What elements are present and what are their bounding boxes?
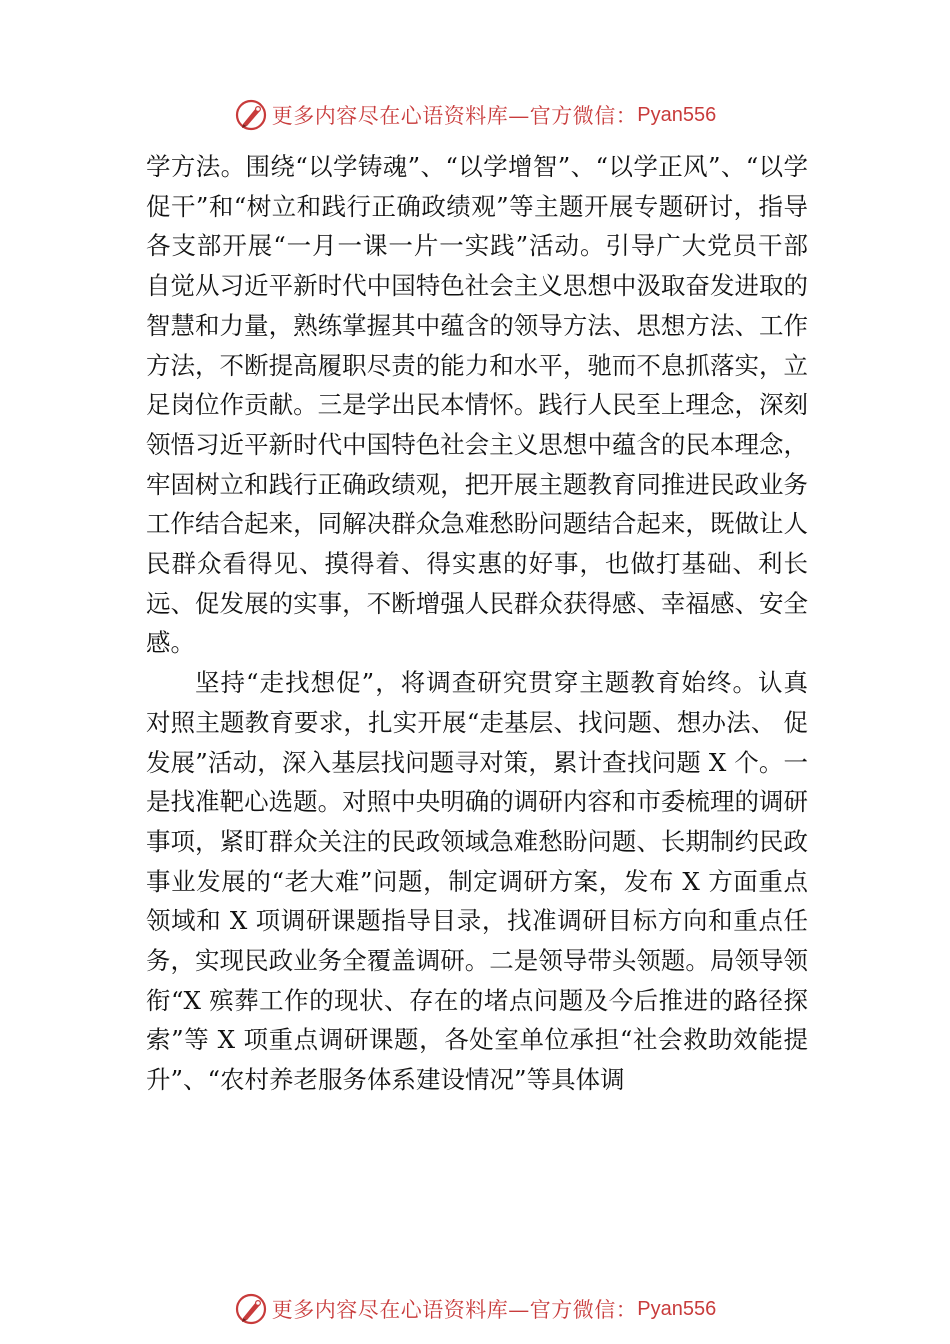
banner-text: 更多内容尽在心语资料库—官方微信： bbox=[271, 1298, 638, 1322]
footer-banner bbox=[0, 1289, 950, 1329]
banner-text: 更多内容尽在心语资料库—官方微信： bbox=[271, 104, 638, 128]
banner-contact: Pyan556 bbox=[637, 103, 717, 126]
paragraph: 坚持“走找想促”，将调查研究贯穿主题教育始终。认真对照主题教育要求，扎实开展“走基层、找问题、想办法、 促发展”活动，深入基层找问题寻对策，累计查找问题 X 个。一是找准靶心选题。对照中央明确的调研内容和市委梳理的调研事项，紧盯群众关注的民政领域急难愁盼问题、长期制约民政事业发展的“老大难”问题，制定调研方案，发布 X 方面重点领域和 X 项调研课题指导目录，找准调研目标方向和重点任务，实现民政业务全覆盖调研。二是领导带头领题。局领导领衔“X 殡葬工作的现状、存在的堵点问题及今后推进的路径探索”等 X 项重点调研课题，各处室单位承担“社会救助效能提升”、“农村养老服务体系建设情况”等具体调 bbox=[146, 668, 808, 1095]
paragraph: 学方法。围绕“以学铸魂”、“以学增智”、“以学正风”、“以学促干”和“树立和践行正确政绩观”等主题开展专题研讨，指导各支部开展“一月一课一片一实践”活动。引导广大党员干部自觉从习近平新时代中国特色社会主义思想中汲取奋发进取的智慧和力量，熟练掌握其中蕴含的领导方法、思想方法、工作方法，不断提高履职尽责的能力和水平，驰而不息抓落实，立足岗位作贡献。三是学出民本情怀。践行人民至上理念，深刻领悟习近平新时代中国特色社会主义思想中蕴含的民本理念，牢固树立和践行正确政绩观，把开展主题教育同推进民政业务工作结合起来，同解决群众急难愁盼问题结合起来，既做让人民群众看得见、摸得着、得实惠的好事，也做打基础、利长远、促发展的实事，不断增强人民群众获得感、幸福感、安全感。 bbox=[146, 152, 808, 658]
pen-logo-icon bbox=[234, 1292, 268, 1326]
banner-contact: Pyan556 bbox=[637, 1297, 717, 1320]
pen-logo-icon bbox=[234, 98, 268, 132]
document-body bbox=[146, 147, 808, 1100]
header-banner bbox=[0, 95, 950, 135]
